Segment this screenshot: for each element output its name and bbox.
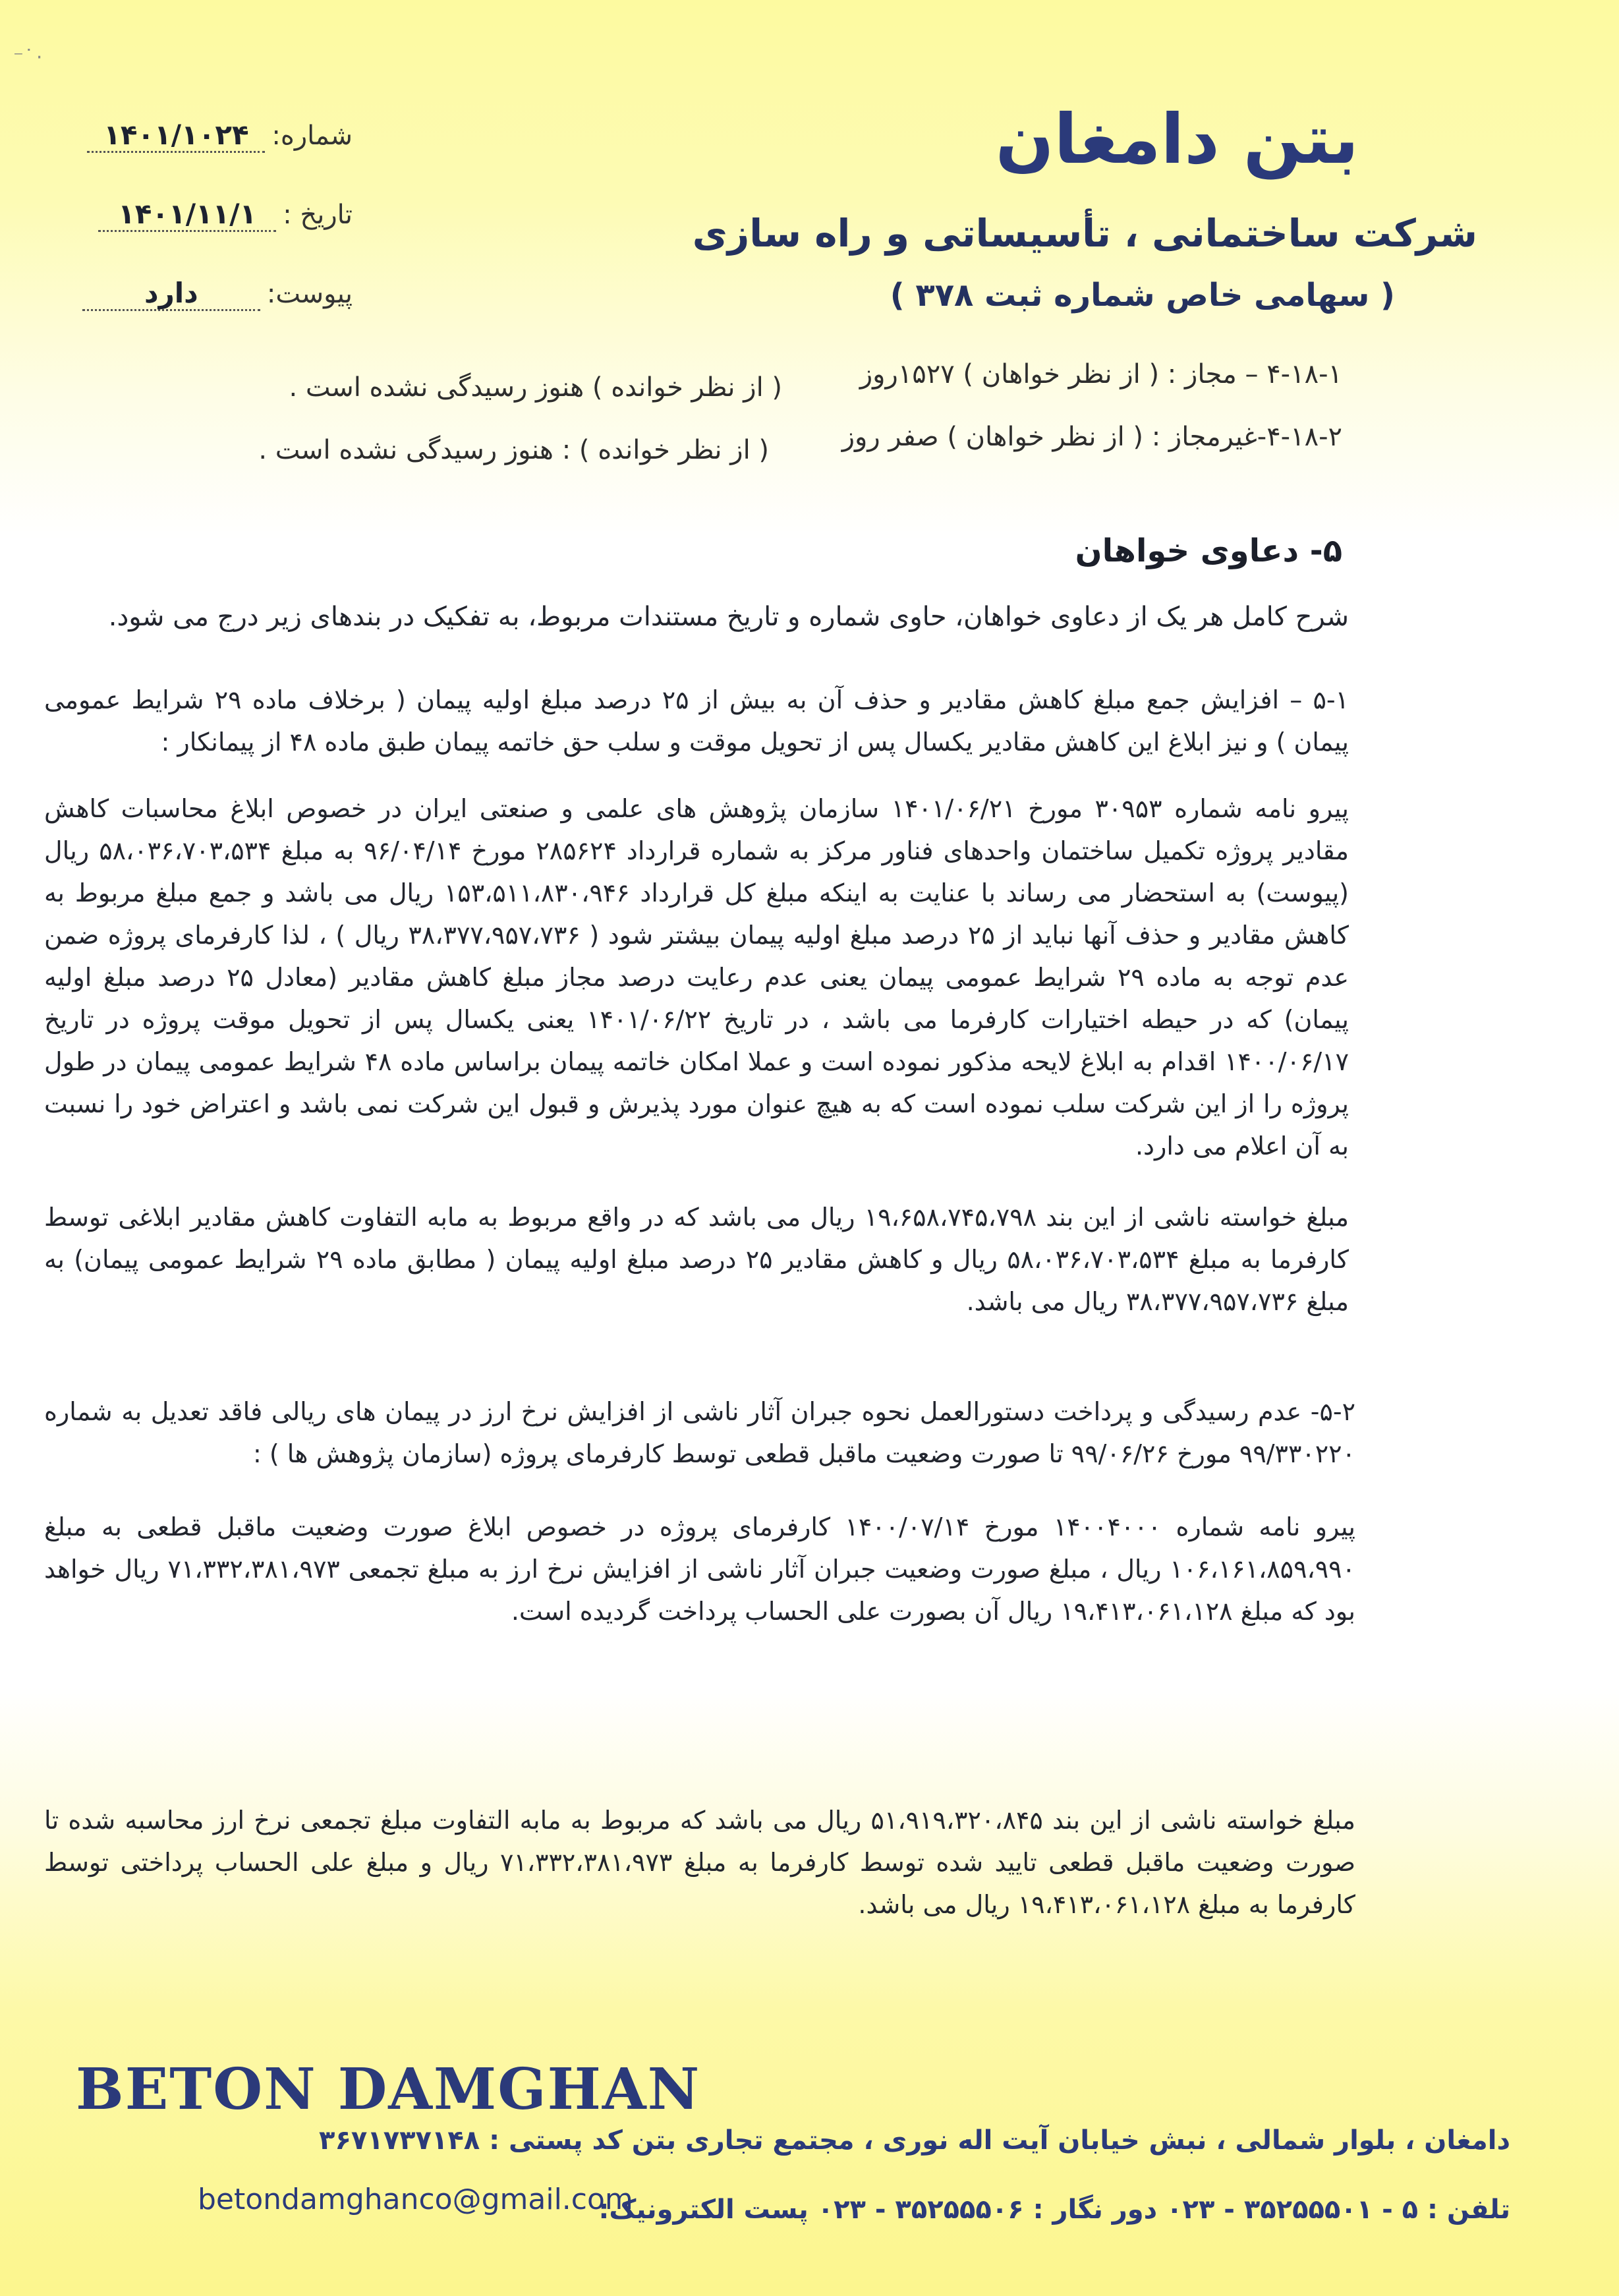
section-title: ۵- دعاوی خواهان <box>1075 532 1342 569</box>
clause-5-2-claim: مبلغ خواسته ناشی از این بند ۵۱،۹۱۹،۳۲۰،۸۴۵ ریال می باشد که مربوط به مابه التفاوت مبلغ تجمعی نرخ ارز محاسبه شده تا صورت وضعیت ماقبل قطعی تایید شده توسط کارفرما به مبلغ ۷۱،۳۳۲،۳۸۱،۹۷۳ ریال و مبلغ علی الحساب پرداختی توسط کارفرما به مبلغ ۱۹،۴۱۳،۰۶۱،۱۲۸ ریال می باشد. <box>44 1806 1355 1919</box>
letter-attachment-label: پیوست: <box>266 279 353 309</box>
letter-number-label: شماره: <box>271 121 353 151</box>
letter-attachment-row <box>76 277 353 311</box>
item-4-18-2: ۴-۱۸-۲-غیرمجاز : ( از نظر خواهان ) صفر روز <box>841 422 1342 452</box>
letter-attachment-value: دارد <box>82 277 260 311</box>
company-type-subtitle: شرکت ساختمانی ، تأسیساتی و راه سازی <box>692 211 1477 256</box>
clause-5-2-body: پیرو نامه شماره ۱۴۰۰۴۰۰۰ مورخ ۱۴۰۰/۰۷/۱۴ کارفرمای پروژه در خصوص ابلاغ صورت وضعیت ماقبل قطعی به مبلغ ۱۰۶،۱۶۱،۸۵۹،۹۹۰ ریال ، مبلغ صورت وضعیت جبران آثار ناشی از افزایش نرخ ارز به مبلغ تجمعی ۷۱،۳۳۲،۳۸۱،۹۷۳ ریال خواهد بود که مبلغ ۱۹،۴۱۳،۰۶۱،۱۲۸ ریال آن بصورت علی الحساب پرداخت گردیده است. <box>44 1512 1355 1626</box>
scan-corner-mark: ⁻ ͘ · <box>13 46 43 69</box>
letter-number-row <box>89 119 353 153</box>
footer-email-link[interactable]: betondamghanco@gmail.com <box>198 2183 633 2216</box>
footer-address: دامغان ، بلوار شمالی ، نبش خیابان آیت اله نوری ، مجتمع تجاری بتن کد پستی : ۳۶۷۱۷۳۷۱۴۸ <box>319 2125 1510 2156</box>
letter-date-value: ۱۴۰۱/۱۱/۱ <box>98 198 276 232</box>
letter-date-row <box>89 198 353 232</box>
letter-number-value: ۱۴۰۱/۱۰۲۴ <box>87 119 265 153</box>
item-4-18-2-respondent: ( از نظر خوانده ) : هنوز رسیدگی نشده است . <box>258 435 769 465</box>
item-4-18-1: ۴-۱۸-۱ – مجاز : ( از نظر خواهان ) ۱۵۲۷روز <box>859 359 1342 389</box>
company-registration: ( سهامی خاص شماره ثبت ۳۷۸ ) <box>890 277 1395 314</box>
clause-5-1-body: پیرو نامه شماره ۳۰۹۵۳ مورخ ۱۴۰۱/۰۶/۲۱ سازمان پژوهش های علمی و صنعتی ایران در خصوص ابلاغ محاسبات کاهش مقادیر پروژه تکمیل ساختمان واحدهای فناور مرکز به شماره قرارداد ۲۸۵۶۲۴ مورخ ۹۶/۰۴/۱۴ به مبلغ ۵۸،۰۳۶،۷۰۳،۵۳۴ ریال (پیوست) به استحضار می رساند با عنایت به اینکه مبلغ کل قرارداد ۱۵۳،۵۱۱،۸۳۰،۹۴۶ ریال می باشد و جمع مبلغ مربوط به کاهش مقادیر و حذف آنها نباید از ۲۵ درصد مبلغ اولیه پیمان بیشتر شود ( ۳۸،۳۷۷،۹۵۷،۷۳۶ ریال ) ، لذا کارفرمای پروژه ضمن عدم توجه به ماده ۲۹ شرایط عمومی پیمان یعنی عدم رعایت درصد مجاز مبلغ کاهش مقادیر (معادل ۲۵ درصد مبلغ اولیه پیمان) که در حیطه اختیارات کارفرما می باشد ، در تاریخ ۱۴۰۱/۰۶/۲۲ یعنی یکسال پس از تحویل موقت پروژه در تاریخ ۱۴۰۰/۰۶/۱۷ اقدام به ابلاغ لایحه مذکور نموده است و عملا امکان خاتمه پیمان براساس ماده ۴۸ شرایط عمومی پیمان در طول پروژه را از این شرکت سلب نموده است که به هیچ عنوان مورد پذیرش و قبول این شرکت نمی باشد و اعتراض خود را نسبت به آن اعلام می دارد. <box>44 794 1349 1161</box>
section-intro: شرح کامل هر یک از دعاوی خواهان، حاوی شماره و تاریخ مستندات مربوط، به تفکیک در بندهای زیر درج می شود. <box>108 602 1349 632</box>
footer-brand-latin: BETON DAMGHAN <box>76 2056 701 2123</box>
clause-5-2-heading: ۵-۲- عدم رسیدگی و پرداخت دستورالعمل نحوه جبران آثار ناشی از افزایش نرخ ارز در پیمان های ریالی فاقد تعدیل به شماره ۹۹/۳۳۰۲۲۰ مورخ ۹۹/۰۶/۲۶ تا صورت وضعیت ماقبل قطعی توسط کارفرمای پروژه (سازمان پژوهش ها ) : <box>44 1397 1355 1468</box>
clause-5-1-claim: مبلغ خواسته ناشی از این بند ۱۹،۶۵۸،۷۴۵،۷۹۸ ریال می باشد که در واقع مربوط به مابه التفاوت کاهش مقادیر ابلاغی توسط کارفرما به مبلغ ۵۸،۰۳۶،۷۰۳،۵۳۴ ریال و کاهش مقادیر ۲۵ درصد مبلغ اولیه پیمان ( مطابق ماده ۲۹ شرایط عمومی پیمان) به مبلغ ۳۸،۳۷۷،۹۵۷،۷۳۶ ریال می باشد. <box>44 1203 1349 1316</box>
item-4-18-1-respondent: ( از نظر خوانده ) هنوز رسیدگی نشده است . <box>289 372 782 403</box>
letter-date-label: تاریخ : <box>283 200 353 230</box>
company-brand-title: بتن دامغان <box>995 99 1359 179</box>
clause-5-1-heading: ۵-۱ – افزایش جمع مبلغ کاهش مقادیر و حذف آن به بیش از ۲۵ درصد مبلغ اولیه پیمان ( برخلاف ماده ۲۹ شرایط عمومی پیمان ) و نیز ابلاغ این کاهش مقادیر یکسال پس از تحویل موقت و سلب حق خاتمه پیمان طبق ماده ۴۸ از پیمانکار : <box>44 685 1349 757</box>
footer-contact: تلفن : ۵ - ۳۵۲۵۵۵۰۱ - ۰۲۳ دور نگار : ۳۵۲۵۵۵۰۶ - ۰۲۳ پست الکترونیک: <box>598 2195 1510 2225</box>
